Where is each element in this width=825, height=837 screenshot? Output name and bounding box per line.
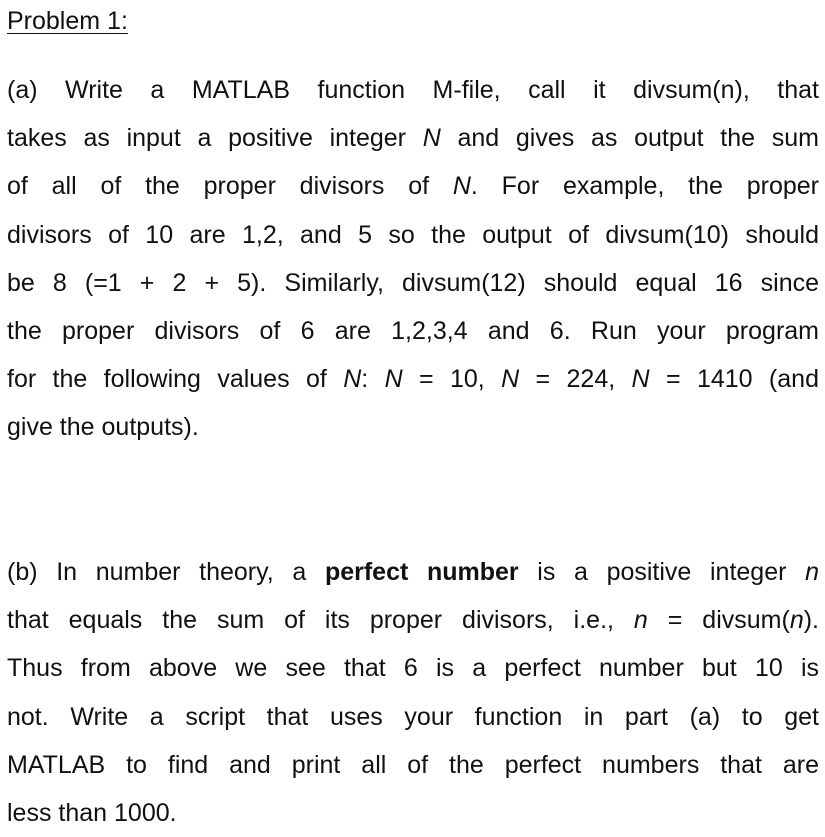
text-line: [7, 789, 819, 837]
text-run: takes as input a positive integer: [7, 124, 423, 153]
text-run: less than 1000.: [7, 799, 177, 828]
text-run: that equals the sum of its proper divisors, i.e.,: [7, 606, 634, 635]
text-run: divisors of 10 are 1,2, and 5 so the output of divsum(10) should: [7, 220, 819, 249]
text-line: [7, 596, 819, 644]
text-line: [7, 66, 819, 114]
text-line: [7, 403, 819, 451]
text-run: . For example, the proper: [470, 172, 819, 201]
italic-variable: N: [384, 365, 403, 394]
text-line: [7, 693, 819, 741]
text-run: = 224,: [519, 365, 632, 394]
text-run: = 1410 (and: [649, 365, 819, 394]
italic-variable: N: [422, 124, 441, 153]
text-line: [7, 355, 819, 403]
text-run: (b) In number theory, a: [7, 558, 325, 586]
text-run: (a) Write a MATLAB function M-file, call it divsum(n), that: [7, 76, 819, 104]
text-run: = 10,: [402, 365, 502, 394]
text-line: [7, 114, 819, 162]
text-run: :: [361, 365, 385, 394]
text-line: [7, 162, 819, 210]
text-run: = divsum(: [647, 606, 790, 635]
text-line: [7, 741, 819, 789]
problem-title: Problem 1:: [7, 7, 128, 35]
text-run: and gives as output the sum: [440, 124, 819, 153]
italic-variable: N: [452, 172, 471, 201]
text-line: [7, 644, 819, 692]
bold-term: perfect number: [324, 558, 519, 586]
text-run: is a positive integer: [518, 558, 806, 586]
text-line: [7, 548, 819, 596]
text-run: be 8 (=1 + 2 + 5). Similarly, divsum(12) should equal 16 since: [7, 268, 819, 297]
text-line: [7, 211, 819, 259]
italic-variable: N: [501, 365, 520, 394]
italic-variable: n: [805, 558, 819, 586]
text-run: Thus from above we see that 6 is a perfect number but 10 is: [7, 654, 819, 683]
text-run: for the following values of: [7, 365, 344, 394]
text-run: the proper divisors of 6 are 1,2,3,4 and 6. Run your program: [7, 317, 819, 346]
part-b-paragraph: [7, 548, 819, 837]
text-line: [7, 259, 819, 307]
italic-variable: N: [343, 365, 362, 394]
text-run: of all of the proper divisors of: [7, 172, 453, 201]
text-run: MATLAB to find and print all of the perfect numbers that are: [7, 750, 819, 779]
text-run: not. Write a script that uses your function in part (a) to get: [7, 702, 819, 731]
part-a-paragraph: [7, 66, 819, 452]
italic-variable: n: [789, 606, 804, 635]
text-line: [7, 307, 819, 355]
italic-variable: N: [631, 365, 650, 394]
text-run: give the outputs).: [7, 413, 199, 442]
text-run: ).: [803, 606, 819, 635]
italic-variable: n: [633, 606, 648, 635]
